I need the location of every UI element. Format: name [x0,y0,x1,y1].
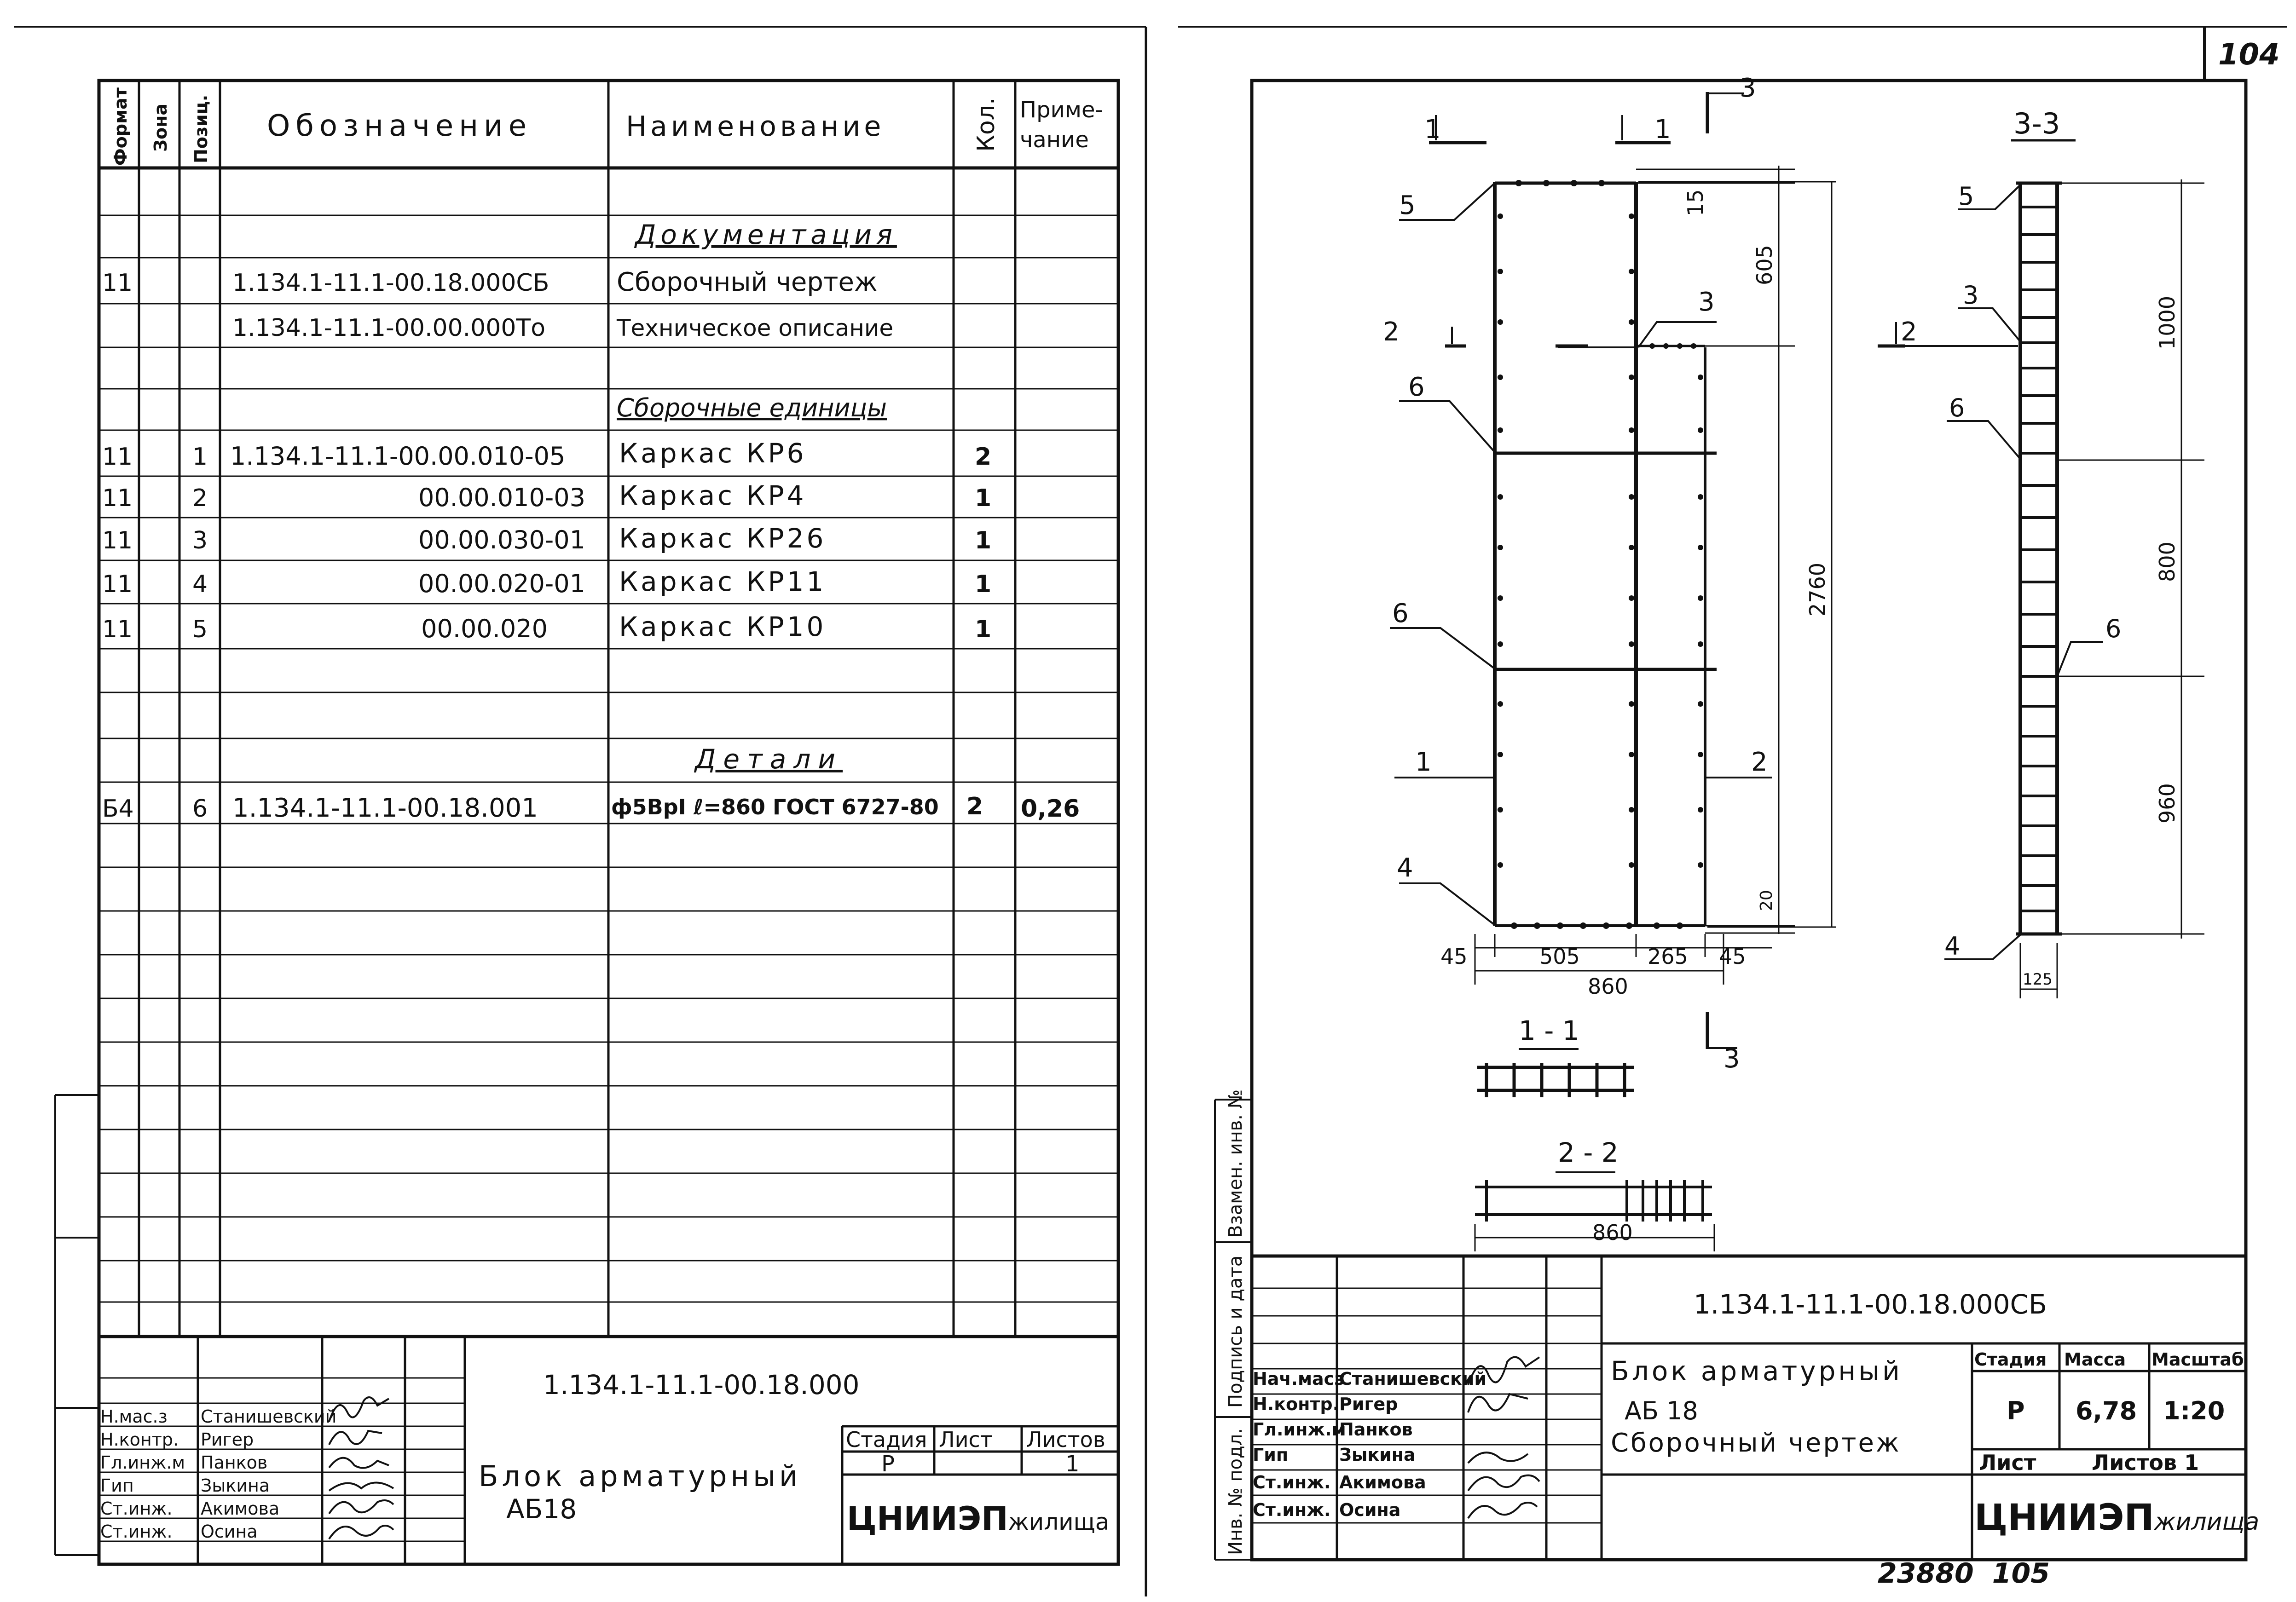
cut-label-2b: 2 [1901,317,1917,347]
spec-person: Панков [201,1452,268,1473]
row-name: Сборочный чертеж [617,267,878,297]
row-designation: 00.00.020 [421,614,548,643]
dim-860: 860 [1588,974,1628,999]
drawing-code: 1.134.1-11.1-00.18.000СБ [1694,1289,2047,1320]
drawing-person: Станишевский [1339,1369,1487,1389]
row-format: 11 [102,616,133,643]
side-sign-date: Подпись и дата [1225,1255,1246,1408]
header-qty: Кол. [972,97,1000,152]
s3-pos-6: 6 [1949,393,1965,422]
dim-45-right: 45 [1719,944,1746,969]
page-number: 104 [2218,38,2280,72]
rebar-dots [1498,180,1703,929]
header-note-2: чание [1020,127,1089,153]
drawing-person: Акимова [1339,1472,1426,1493]
header-designation: Обозначение [267,109,532,143]
dim-960: 960 [2155,783,2180,824]
section-documentation: Документация [635,219,897,250]
signature-scribble [329,1483,393,1491]
signature-scribble [329,1500,393,1514]
row-format: 11 [102,269,133,297]
drawing-role: Нач.масз [1253,1369,1345,1389]
spec-person: Ригер [201,1429,254,1450]
pos-label-1: 1 [1415,747,1432,777]
spec-role: Н.контр. [100,1429,179,1450]
dim-45-left: 45 [1440,944,1468,969]
dim-860-section: 860 [1592,1220,1633,1245]
dim-605: 605 [1752,245,1777,285]
row-qty: 2 [966,793,983,820]
signature-scribble [1468,1452,1528,1463]
signature-scribble [329,1526,393,1539]
spec-row [102,566,991,598]
spec-rows [102,267,1080,823]
row-qty: 1 [975,527,992,554]
drawing-stage-value: Р [2007,1396,2025,1425]
drawing-role: Гл.инж.м [1253,1419,1346,1440]
spec-row [102,480,991,512]
row-designation: 1.134.1-11.1-00.00.010-05 [230,442,566,471]
spec-org-bold: ЦНИИЭП [847,1500,1008,1538]
cut-markers [1429,92,1905,1049]
spec-row [102,267,877,297]
cut-labels [1383,73,1917,1074]
spec-code: 1.134.1-11.1-00.18.000 [543,1369,860,1400]
header-zone: Зона [150,103,171,152]
signature-scribble [1468,1475,1539,1491]
dim-15: 15 [1683,189,1708,216]
side-inv-no: Инв. № подл. [1225,1428,1246,1555]
drawing-person: Зыкина [1339,1445,1416,1465]
row-qty: 1 [975,484,992,512]
pos-label-6: 6 [1408,372,1425,402]
row-name: Каркас КР6 [619,438,807,469]
spec-org-rest: жилища [1008,1509,1110,1535]
drawing-org-bold: ЦНИИЭП [1974,1497,2154,1539]
drawing-stage-label: Стадия [1974,1349,2047,1370]
dim-265: 265 [1648,944,1688,969]
section-3-3-texts [1944,182,2180,989]
row-position: 3 [192,527,208,554]
dim-2760: 2760 [1805,562,1830,617]
row-qty: 1 [975,616,992,643]
spec-person: Зыкина [201,1475,270,1496]
s3-pos-6b: 6 [2105,614,2122,643]
row-name: Техническое описание [617,315,894,341]
row-designation: 1.134.1-11.1-00.00.000То [232,314,546,342]
row-designation: 00.00.030-01 [418,525,585,554]
s3-pos-4: 4 [1944,932,1961,961]
dim-1000: 1000 [2155,295,2180,350]
drawing-org [1974,1497,2259,1539]
row-designation: 1.134.1-11.1-00.18.000СБ [232,269,549,297]
row-position: 5 [192,616,208,643]
drawing-role: Ст.инж. [1253,1500,1331,1520]
spec-row [232,314,893,342]
drawing-mass-value: 6,78 [2076,1396,2137,1425]
section-1-1-title: 1 - 1 [1519,1015,1579,1046]
side-replace-inv: Взамен. инв. № [1225,1089,1246,1238]
cut-label-1: 1 [1424,115,1441,144]
row-name: Каркас КР11 [619,566,827,597]
drawing-title-texts [1253,1289,2259,1539]
spec-row [102,438,991,471]
section-1-1 [1477,1015,1634,1097]
row-format: Б4 [102,795,134,823]
header-note: Приме- [1020,97,1103,123]
spec-role: Гл.инж.м [100,1452,185,1473]
row-name: Каркас КР26 [619,523,827,554]
row-designation: 00.00.020-01 [418,569,585,598]
row-designation: 00.00.010-03 [418,483,585,512]
section-2-2-title: 2 - 2 [1558,1137,1619,1168]
signature-scribble [329,1431,382,1445]
row-name: Каркас КР10 [619,611,827,642]
header-position: Позиц. [191,94,211,163]
main-dimensions [1475,166,1836,985]
spec-row [102,611,991,643]
signature-scribble [1468,1503,1537,1518]
cut-label-2: 2 [1383,317,1400,347]
side-strip [1225,1089,1246,1555]
signature-scribble [329,1458,389,1468]
spec-title-1: Блок арматурный [479,1459,802,1493]
row-format: 11 [102,570,133,598]
row-name: Каркас КР4 [619,480,807,511]
drawing-sheets-label: Листов 1 [2092,1450,2199,1475]
header-format: Формат [110,87,131,166]
section-2-2 [1475,1137,1714,1251]
spec-person: Осина [201,1521,258,1542]
spec-stage-label: Стадия [846,1427,927,1452]
drawing-scale-value: 1:20 [2163,1396,2225,1425]
signature-scribble [1468,1394,1528,1412]
pos-label-4: 4 [1397,853,1413,883]
dim-125: 125 [2023,970,2053,989]
spec-title-block [100,1369,1109,1542]
cut-label-3: 3 [1740,73,1756,103]
main-position-labels [1392,190,1768,883]
s3-pos-3: 3 [1963,281,1979,310]
pos-label-6b: 6 [1392,599,1409,628]
spec-sheets-value: 1 [1065,1451,1080,1477]
row-qty: 2 [975,443,992,471]
drawing-person: Осина [1339,1500,1401,1520]
spec-sheet-label: Лист [939,1427,993,1452]
archive-stamp-number-2: 105 [1992,1557,2050,1590]
spec-row [102,523,991,554]
archive-stamp [1878,1557,2050,1590]
drawing-title-3: Сборочный чертеж [1611,1428,1901,1458]
row-position: 6 [192,795,208,823]
spec-sheets-label: Листов [1026,1427,1105,1452]
dim-800: 800 [2155,542,2180,582]
drawing-title-2: АБ 18 [1625,1396,1698,1425]
main-elevation [1495,180,1717,929]
section-parts: Детали [695,743,843,775]
s3-pos-5: 5 [1958,182,1974,211]
drawing-scale-label: Масштаб [2151,1349,2244,1370]
spec-org [847,1500,1109,1538]
row-designation: 1.134.1-11.1-00.18.001 [232,793,538,823]
drawing-frame [1178,27,2287,1560]
header-name: Наименование [626,110,885,143]
drawing-person: Ригер [1339,1394,1398,1414]
section-assembly-units: Сборочные единицы [617,393,887,422]
spec-role: Н.мас.з [100,1406,168,1427]
row-name: ф5ВрI ℓ=860 ГОСТ 6727-80 [611,795,939,819]
drawing-title-1: Блок арматурный [1611,1355,1903,1387]
drawing-sheet-label: Лист [1979,1450,2036,1475]
section-3-3-title: 3-3 [2013,107,2060,140]
spec-title-2: АБ18 [506,1493,577,1525]
row-qty: 1 [975,570,992,598]
pos-label-5: 5 [1399,190,1416,220]
cut-label-1b: 1 [1654,115,1671,144]
spec-role: Ст.инж. [100,1498,173,1519]
drawing-mass-label: Масса [2064,1349,2126,1370]
archive-stamp-number: 23880 [1878,1557,1974,1590]
row-format: 11 [102,443,133,471]
pos-label-3: 3 [1698,287,1715,317]
row-position: 2 [192,484,208,512]
drawing-org-rest: жилища [2154,1508,2260,1536]
row-note: 0,26 [1021,795,1080,823]
drawing-role: Гип [1253,1445,1289,1465]
spec-stage-value: Р [881,1451,895,1477]
spec-role: Ст.инж. [100,1521,173,1542]
row-format: 11 [102,527,133,554]
dim-20: 20 [1757,890,1776,911]
cut-label-3b: 3 [1723,1044,1740,1074]
row-format: 11 [102,484,133,512]
spec-role: Гип [100,1475,134,1496]
signature-scribble [329,1397,389,1422]
dim-505: 505 [1539,944,1580,969]
drawing-role: Ст.инж. [1253,1472,1331,1493]
pos-label-2: 2 [1751,747,1768,777]
row-position: 4 [192,570,208,598]
drawing-role: Н.контр. [1253,1394,1340,1414]
stirrups [2020,207,2057,911]
spec-row [102,793,1080,823]
spec-person: Акимова [201,1498,280,1519]
spec-person: Станишевский [201,1406,337,1427]
drawing-person: Панков [1339,1419,1413,1440]
row-position: 1 [192,443,208,471]
